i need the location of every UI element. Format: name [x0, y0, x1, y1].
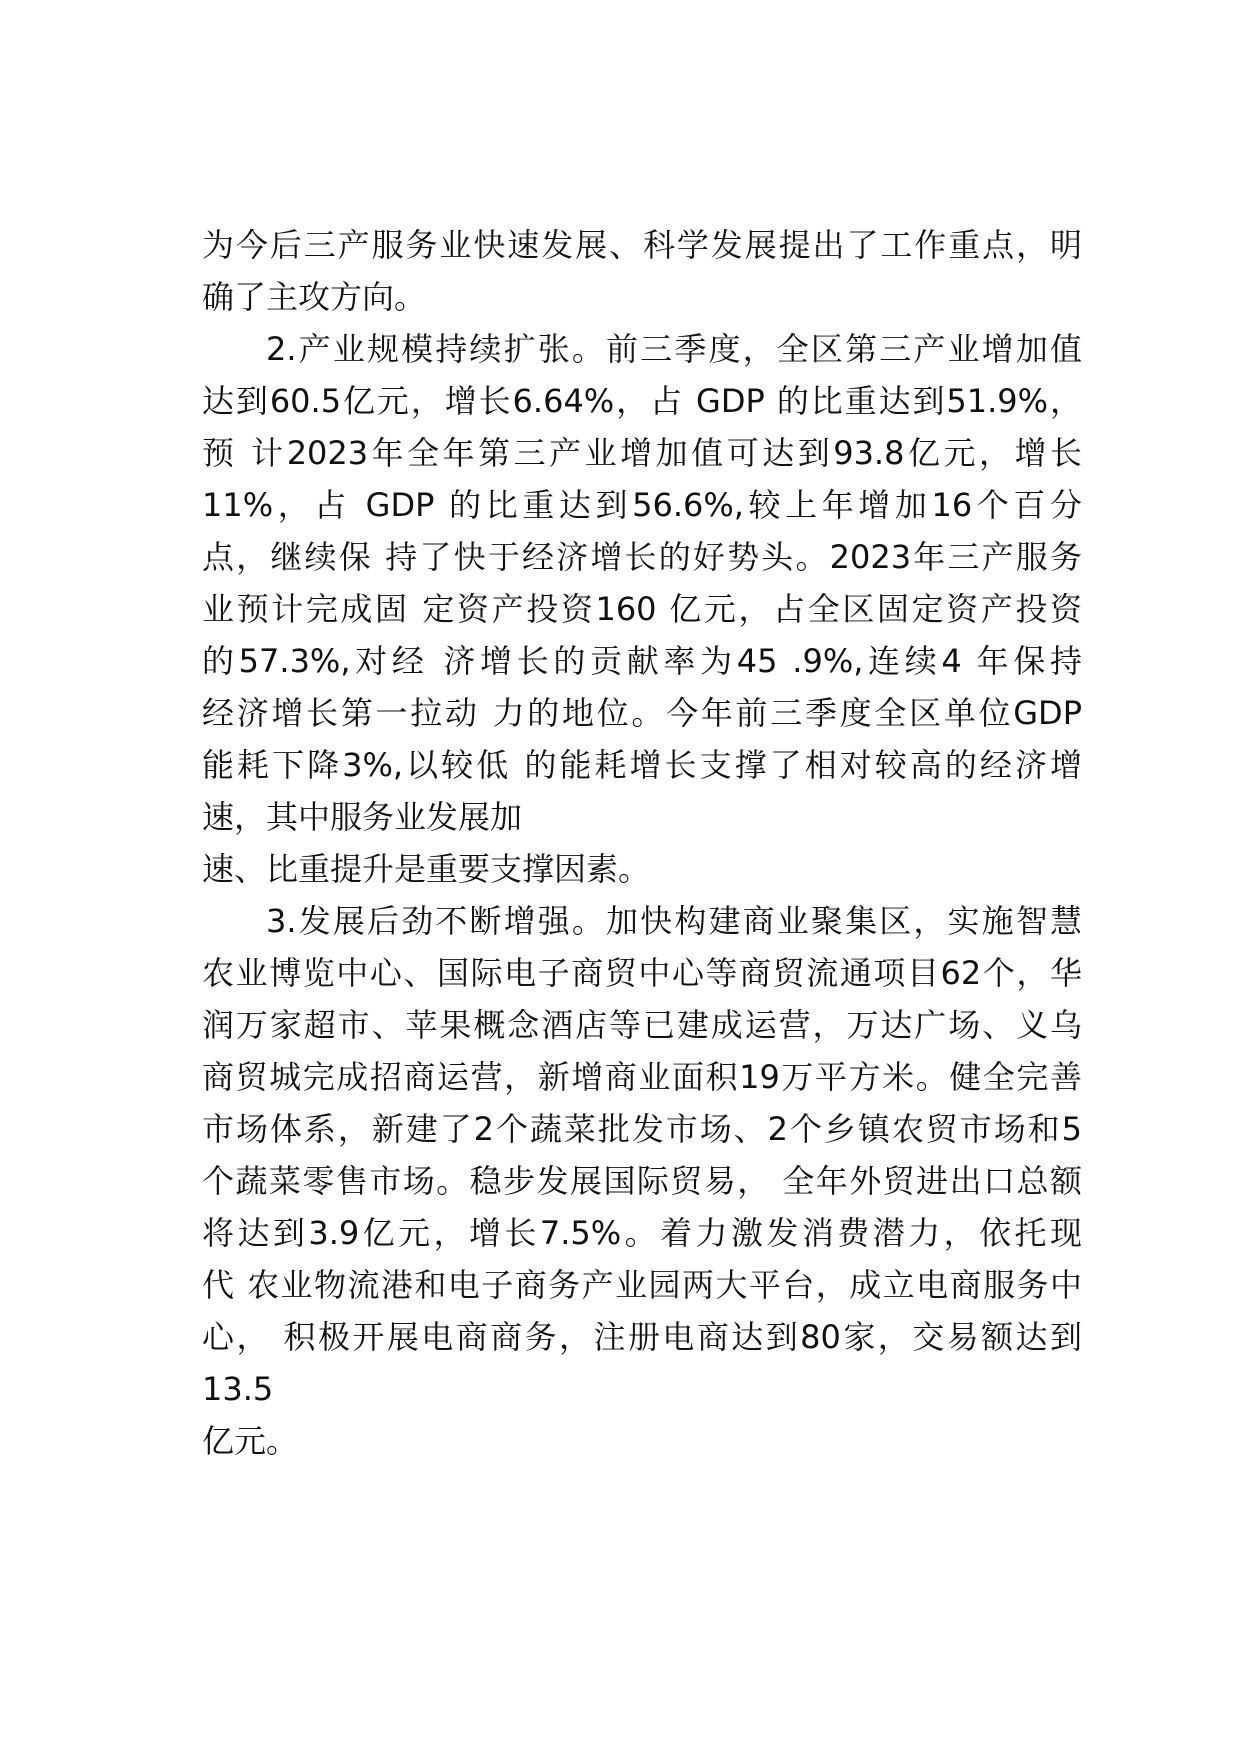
paragraph-line: 达到60.5亿元，增长6.64%，占 GDP 的比重达到51.9%， — [202, 382, 1082, 420]
paragraph-line: 速、比重提升是重要支撑因素。 — [202, 850, 651, 888]
paragraph-3 — [202, 895, 1082, 1467]
paragraph-line: 11%，占 GDP 的比重达到56.6%,较上年增加16个百分 — [202, 486, 1082, 524]
paragraph-line: 确了主攻方向。 — [202, 278, 427, 316]
paragraph-line: 经济增长第一拉动 力的地位。今年前三季度全区单位GDP — [202, 694, 1082, 732]
paragraph-line: 个蔬菜零售市场。稳步发展国际贸易， 全年外贸进出口总额 — [202, 1162, 1082, 1200]
paragraph-line: 3.发展后劲不断增强。加快构建商业聚集区，实施智慧 — [266, 902, 1082, 940]
paragraph-line: 将达到3.9亿元，增长7.5%。着力激发消费潜力，依托现 — [202, 1214, 1082, 1252]
paragraph-line: 为今后三产服务业快速发展、科学发展提出了工作重点，明 — [202, 226, 1082, 264]
document-body — [202, 219, 1082, 1467]
paragraph-1 — [202, 219, 1082, 323]
paragraph-line: 业预计完成固 定资产投资160 亿元，占全区固定资产投资 — [202, 590, 1082, 628]
paragraph-line: 的57.3%,对经 济增长的贡献率为45 .9%,连续4 年保持 — [202, 642, 1082, 680]
paragraph-line: 能耗下降3%,以较低 的能耗增长支撑了相对较高的经济增 — [202, 746, 1082, 784]
paragraph-line: 润万家超市、苹果概念酒店等已建成运营，万达广场、义乌 — [202, 1006, 1082, 1044]
paragraph-line: 心， 积极开展电商商务，注册电商达到80家，交易额达到 — [202, 1318, 1082, 1356]
paragraph-line: 2.产业规模持续扩张。前三季度，全区第三产业增加值 — [266, 330, 1082, 368]
paragraph-line: 市场体系，新建了2个蔬菜批发市场、2个乡镇农贸市场和5 — [202, 1110, 1082, 1148]
paragraph-line: 预 计2023年全年第三产业增加值可达到93.8亿元，增长 — [202, 434, 1082, 472]
paragraph-line: 商贸城完成招商运营，新增商业面积19万平方米。健全完善 — [202, 1058, 1082, 1096]
paragraph-line: 13.5 — [202, 1370, 274, 1408]
paragraph-2 — [202, 323, 1082, 895]
paragraph-line: 亿元。 — [202, 1422, 299, 1460]
paragraph-line: 代 农业物流港和电子商务产业园两大平台，成立电商服务中 — [202, 1266, 1082, 1304]
paragraph-line: 农业博览中心、国际电子商贸中心等商贸流通项目62个，华 — [202, 954, 1082, 992]
paragraph-line: 点，继续保 持了快于经济增长的好势头。2023年三产服务 — [202, 538, 1082, 576]
paragraph-line: 速，其中服务业发展加 — [202, 798, 523, 836]
